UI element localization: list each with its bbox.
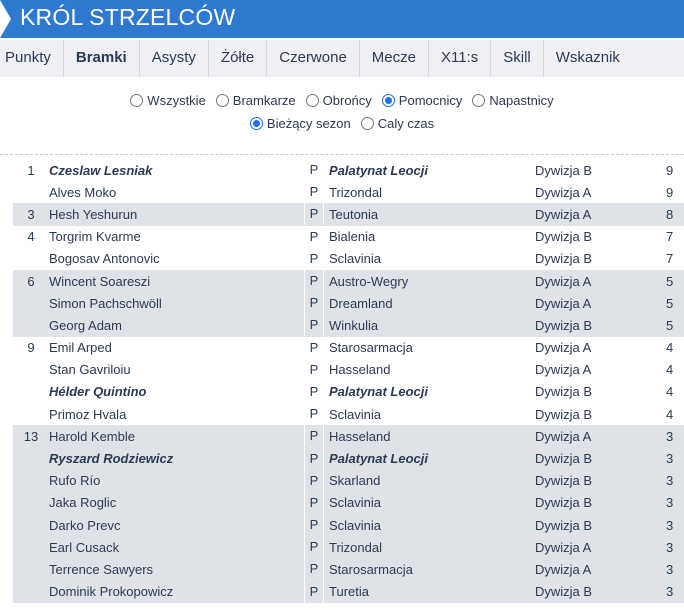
position-label: Pomocnicy <box>398 92 463 108</box>
division-cell: Dywizja A <box>535 539 592 555</box>
position-cell: P <box>304 314 324 336</box>
table-row <box>13 381 684 403</box>
tab-x11-s[interactable]: X11:s <box>429 40 491 77</box>
club-name-link[interactable]: Trizondal <box>329 539 382 555</box>
club-name-link[interactable]: Sclavinia <box>329 495 382 511</box>
club-name-link[interactable]: Bialenia <box>329 229 376 245</box>
player-name-link[interactable]: Ryszard Rodziewicz <box>49 451 174 467</box>
radio-checked-icon[interactable] <box>250 117 263 130</box>
division-cell: Dywizja B <box>535 451 593 467</box>
table-row <box>13 159 684 181</box>
player-name-link[interactable]: Jaka Roglic <box>49 495 117 511</box>
club-name-link[interactable]: Sclavinia <box>329 251 382 267</box>
club-name-link[interactable]: Turetia <box>329 584 369 600</box>
position-cell: P <box>304 470 324 492</box>
player-name-link[interactable]: Bogosav Antonovic <box>49 251 160 267</box>
goals-cell: 9 <box>666 184 674 200</box>
goals-cell: 5 <box>666 295 674 311</box>
table-row <box>13 292 684 314</box>
table-row <box>13 314 684 336</box>
goals-cell: 7 <box>666 251 674 267</box>
tab-bar <box>0 40 684 77</box>
club-name-link[interactable]: Sclavinia <box>329 517 382 533</box>
position-cell: P <box>304 248 324 270</box>
club-name-link[interactable]: Hasseland <box>329 362 391 378</box>
goals-cell: 3 <box>666 451 674 467</box>
division-cell: Dywizja B <box>535 317 593 333</box>
player-name-link[interactable]: Wincent Soareszi <box>49 273 151 289</box>
position-cell: P <box>304 514 324 536</box>
table-row <box>13 248 684 270</box>
player-name-link[interactable]: Earl Cusack <box>49 539 120 555</box>
tab-mecze[interactable]: Mecze <box>360 40 429 77</box>
player-name-link[interactable]: Rufo Río <box>49 473 101 489</box>
position-cell: P <box>304 181 324 203</box>
division-cell: Dywizja A <box>535 273 592 289</box>
position-cell: P <box>304 558 324 580</box>
tab-wskaznik[interactable]: Wskaznik <box>555 49 620 66</box>
goals-cell: 3 <box>666 561 674 577</box>
table-row <box>13 337 684 359</box>
club-name-link[interactable]: Sclavinia <box>329 406 382 422</box>
table-row <box>13 226 684 248</box>
position-cell: P <box>304 203 324 225</box>
club-name-link[interactable]: Palatynat Leocji <box>329 162 428 178</box>
table-row <box>13 558 684 580</box>
rank-cell: 1 <box>27 162 35 178</box>
player-name-link[interactable]: Darko Prevc <box>49 517 121 533</box>
position-label: Napastnicy <box>489 92 554 108</box>
position-label: Wszystkie <box>147 92 206 108</box>
table-row <box>13 447 684 469</box>
divider <box>0 154 684 155</box>
player-name-link[interactable]: Harold Kemble <box>49 428 135 444</box>
rank-cell: 9 <box>27 340 35 356</box>
division-cell: Dywizja A <box>535 362 592 378</box>
tab--te[interactable]: Żółte <box>209 40 267 77</box>
scorers-table <box>13 159 684 603</box>
table-row <box>13 581 684 603</box>
player-name-link[interactable]: Simon Pachschwöll <box>49 295 162 311</box>
position-radio[interactable] <box>472 93 553 108</box>
goals-cell: 3 <box>666 428 674 444</box>
goals-cell: 4 <box>666 340 674 356</box>
position-cell: P <box>304 270 324 292</box>
position-cell: P <box>304 448 324 470</box>
radio-unchecked-icon[interactable] <box>306 94 319 107</box>
division-cell: Dywizja B <box>535 517 593 533</box>
player-name-link[interactable]: Primoz Hvala <box>49 406 127 422</box>
division-cell: Dywizja B <box>535 251 593 267</box>
player-name-link[interactable]: Georg Adam <box>49 317 122 333</box>
rank-cell: 6 <box>27 273 35 289</box>
table-row <box>13 203 684 225</box>
position-cell: P <box>304 381 324 403</box>
club-name-link[interactable]: Dreamland <box>329 295 393 311</box>
tab-czerwone[interactable]: Czerwone <box>267 40 360 77</box>
position-label: Bramkarze <box>232 92 296 108</box>
club-name-link[interactable]: Hasseland <box>329 428 391 444</box>
division-cell: Dywizja A <box>535 340 592 356</box>
goals-cell: 5 <box>666 317 674 333</box>
radio-unchecked-icon[interactable] <box>216 94 229 107</box>
period-filter <box>0 113 684 133</box>
position-cell: P <box>304 403 324 425</box>
radio-checked-icon[interactable] <box>382 94 395 107</box>
club-name-link[interactable]: Palatynat Leocji <box>329 451 428 467</box>
player-name-link[interactable]: Emil Arped <box>49 340 112 356</box>
club-name-link[interactable]: Trizondal <box>329 184 382 200</box>
table-row <box>13 536 684 558</box>
player-name-link[interactable]: Hesh Yeshurun <box>49 206 138 222</box>
period-label: Bieżący sezon <box>266 115 351 131</box>
position-cell: P <box>304 581 324 603</box>
period-label: Caly czas <box>377 115 435 131</box>
goals-cell: 9 <box>666 162 674 178</box>
table-row <box>13 181 684 203</box>
division-cell: Dywizja A <box>535 206 592 222</box>
tab-asysty[interactable]: Asysty <box>140 40 209 77</box>
radio-unchecked-icon[interactable] <box>361 117 374 130</box>
club-name-link[interactable]: Austro-Wegry <box>329 273 409 289</box>
goals-cell: 3 <box>666 584 674 600</box>
goals-cell: 3 <box>666 539 674 555</box>
tab-bramki[interactable]: Bramki <box>64 40 140 77</box>
division-cell: Dywizja B <box>535 473 593 489</box>
goals-cell: 7 <box>666 229 674 245</box>
rank-cell: 3 <box>27 206 35 222</box>
period-radio[interactable] <box>361 116 434 131</box>
club-name-link[interactable]: Starosarmacja <box>329 340 413 356</box>
table-row <box>13 470 684 492</box>
position-radio[interactable] <box>216 93 296 108</box>
player-name-link[interactable]: Hélder Quintino <box>49 384 147 400</box>
player-name-link[interactable]: Dominik Prokopowicz <box>49 584 174 600</box>
table-row <box>13 270 684 292</box>
position-cell: P <box>304 159 324 181</box>
club-name-link[interactable]: Starosarmacja <box>329 561 413 577</box>
club-name-link[interactable]: Winkulia <box>329 317 379 333</box>
club-name-link[interactable]: Teutonia <box>329 206 379 222</box>
page-title: KRÓL STRZELCÓW <box>20 4 236 30</box>
goals-cell: 4 <box>666 406 674 422</box>
division-cell: Dywizja A <box>535 295 592 311</box>
division-cell: Dywizja B <box>535 229 593 245</box>
table-row <box>13 514 684 536</box>
rank-cell: 13 <box>23 428 39 444</box>
position-radio[interactable] <box>130 93 206 108</box>
goals-cell: 8 <box>666 206 674 222</box>
player-name-link[interactable]: Czeslaw Lesniak <box>49 162 153 178</box>
position-filter <box>0 90 684 110</box>
goals-cell: 3 <box>666 517 674 533</box>
table-row <box>13 425 684 447</box>
page-header <box>0 0 684 38</box>
player-name-link[interactable]: Stan Gavriloiu <box>49 362 131 378</box>
goals-cell: 4 <box>666 362 674 378</box>
player-name-link[interactable]: Terrence Sawyers <box>49 561 154 577</box>
position-cell: P <box>304 425 324 447</box>
position-radio[interactable] <box>306 93 372 108</box>
position-cell: P <box>304 492 324 514</box>
division-cell: Dywizja B <box>535 584 593 600</box>
filters <box>0 90 684 136</box>
rank-cell: 4 <box>27 229 35 245</box>
position-cell: P <box>304 359 324 381</box>
division-cell: Dywizja A <box>535 184 592 200</box>
club-name-link[interactable]: Palatynat Leocji <box>329 384 428 400</box>
player-name-link[interactable]: Alves Moko <box>49 184 117 200</box>
table-row <box>13 492 684 514</box>
goals-cell: 3 <box>666 495 674 511</box>
goals-cell: 4 <box>666 384 674 400</box>
division-cell: Dywizja B <box>535 384 593 400</box>
position-label: Obrońcy <box>322 92 372 108</box>
radio-unchecked-icon[interactable] <box>472 94 485 107</box>
player-name-link[interactable]: Torgrim Kvarme <box>49 229 141 245</box>
division-cell: Dywizja B <box>535 162 593 178</box>
division-cell: Dywizja A <box>535 561 592 577</box>
division-cell: Dywizja A <box>535 428 592 444</box>
table-row <box>13 403 684 425</box>
period-radio[interactable] <box>250 116 351 131</box>
club-name-link[interactable]: Skarland <box>329 473 381 489</box>
table-row <box>13 359 684 381</box>
division-cell: Dywizja B <box>535 406 593 422</box>
position-cell: P <box>304 292 324 314</box>
tab-skill[interactable]: Skill <box>491 40 544 77</box>
tab-punkty[interactable]: Punkty <box>0 40 64 77</box>
goals-cell: 3 <box>666 473 674 489</box>
division-cell: Dywizja B <box>535 495 593 511</box>
position-radio[interactable] <box>382 93 463 108</box>
position-cell: P <box>304 337 324 359</box>
goals-cell: 5 <box>666 273 674 289</box>
chevron-right-icon <box>0 0 11 38</box>
position-cell: P <box>304 536 324 558</box>
position-cell: P <box>304 226 324 248</box>
radio-unchecked-icon[interactable] <box>130 94 143 107</box>
